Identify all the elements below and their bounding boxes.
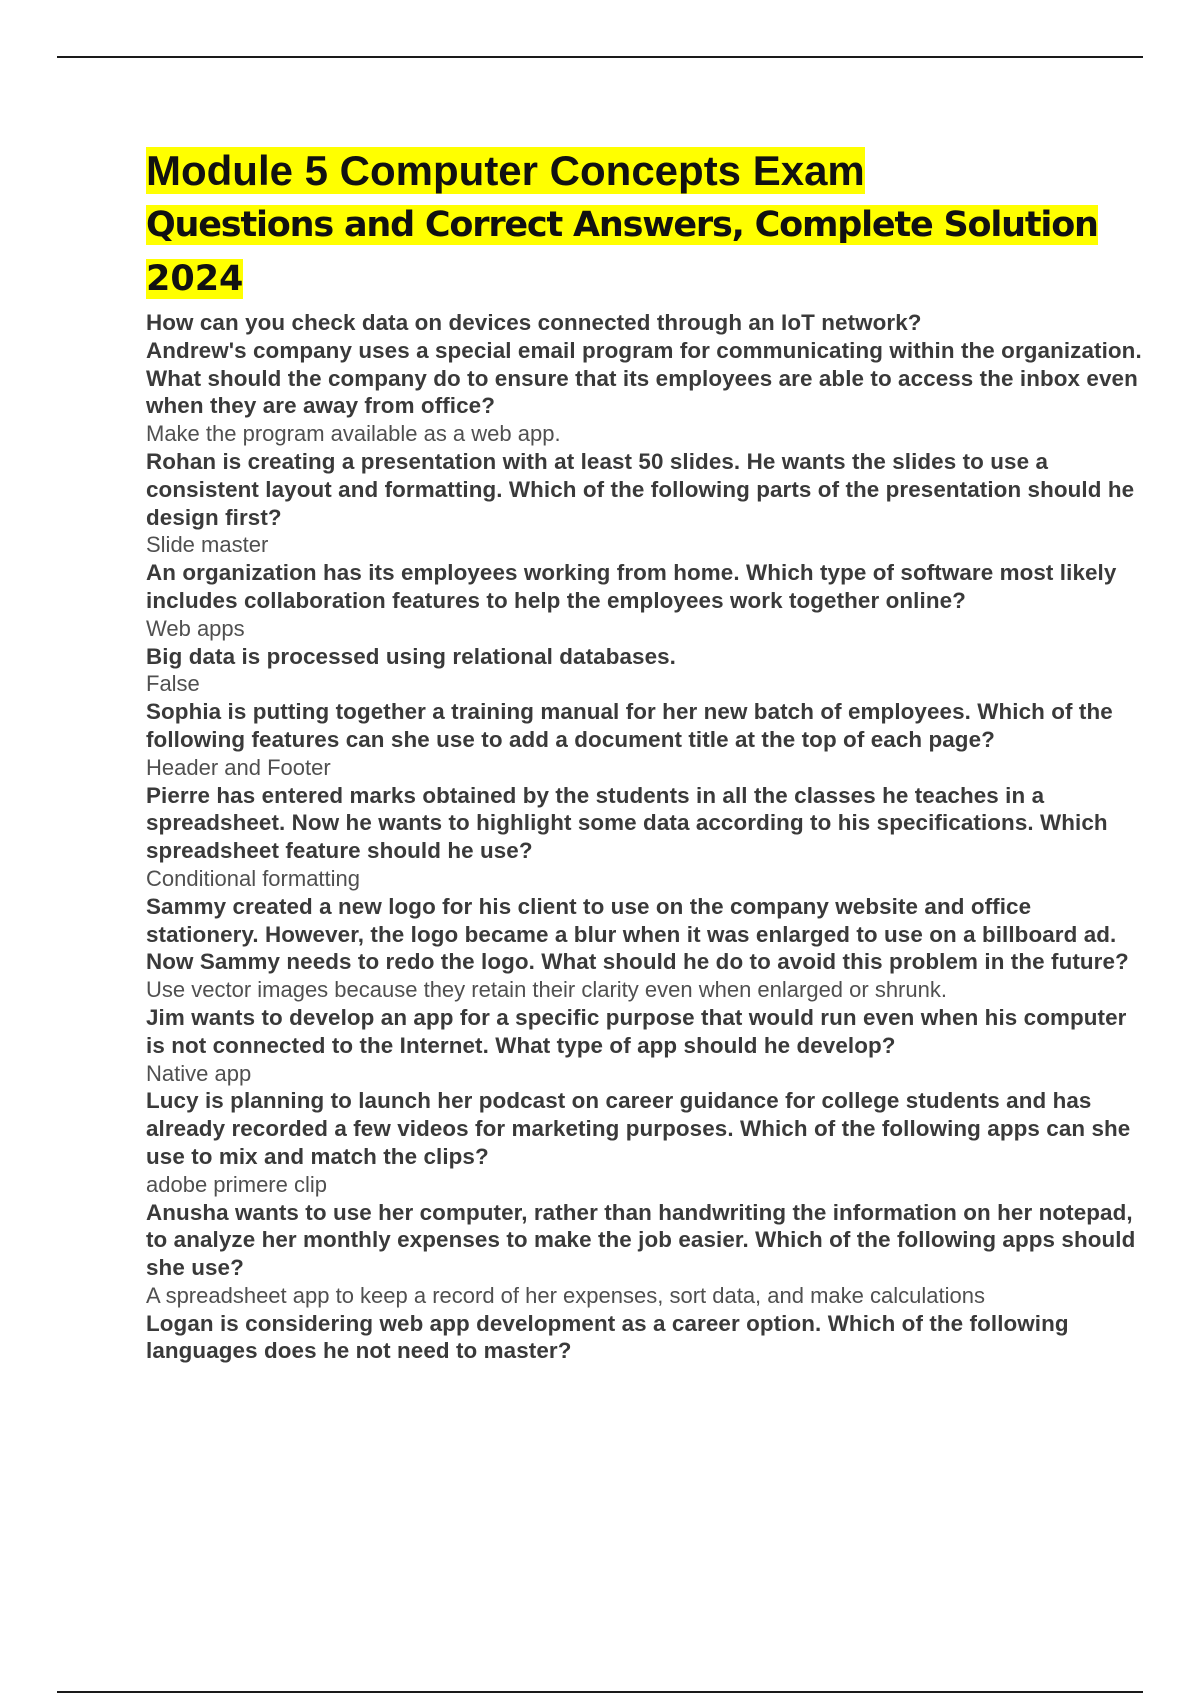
title-line-2: Questions and Correct Answers, Complete Solution xyxy=(146,205,1098,245)
question-2: Andrew's company uses a special email program for communicating within the organization. What should the company do to ensure that its employees are able to access the inbox even when they are away from office? xyxy=(146,337,1142,419)
answer-9: Native app xyxy=(146,1060,252,1086)
answer-6: Header and Footer xyxy=(146,754,331,780)
question-9: Jim wants to develop an app for a specific purpose that would run even when his computer is not connected to the Internet. What type of app should he develop? xyxy=(146,1004,1127,1058)
question-7: Pierre has entered marks obtained by the students in all the classes he teaches in a spreadsheet. Now he wants to highlight some data according to his specifications. Which spreadsheet feature should he use? xyxy=(146,782,1108,864)
document-title xyxy=(146,144,1146,306)
answer-10: adobe primere clip xyxy=(146,1171,327,1197)
question-10: Lucy is planning to launch her podcast on career guidance for college students and has already recorded a few videos for marketing purposes. Which of the following apps can she use to mix and match the clips? xyxy=(146,1088,1131,1169)
answer-7: Conditional formatting xyxy=(146,865,361,891)
question-12: Logan is considering web app development as a career option. Which of the following languages does he not need to master? xyxy=(146,1310,1069,1364)
title-line-1: Module 5 Computer Concepts Exam xyxy=(146,147,865,194)
document-body xyxy=(146,144,1146,1365)
question-4: An organization has its employees working from home. Which type of software most likely includes collaboration features to help the employees work together online? xyxy=(146,560,1117,613)
question-11: Anusha wants to use her computer, rather than handwriting the information on her notepad, to analyze her monthly expenses to make the job easier. Which of the following apps should she use? xyxy=(146,1199,1136,1281)
answer-2: Make the program available as a web app. xyxy=(146,421,561,447)
question-3: Rohan is creating a presentation with at least 50 slides. He wants the slides to use a consistent layout and formatting. Which of the following parts of the presentation should he design first? xyxy=(146,448,1135,530)
question-5: Big data is processed using relational databases. xyxy=(146,643,677,669)
question-answer-list xyxy=(146,309,1146,1365)
bottom-rule xyxy=(57,1691,1143,1693)
question-8: Sammy created a new logo for his client to use on the company website and office stationery. However, the logo became a blur when it was enlarged to use on a billboard ad. Now Sammy needs to redo the logo. What should he do to avoid this problem in the future? xyxy=(146,893,1129,975)
title-line-3: 2024 xyxy=(146,259,244,299)
question-6: Sophia is putting together a training manual for her new batch of employees. Which of the following features can she use to add a document title at the top of each page? xyxy=(146,699,1113,752)
question-1: How can you check data on devices connected through an IoT network? xyxy=(146,310,922,335)
answer-3: Slide master xyxy=(146,532,269,558)
top-rule xyxy=(57,56,1143,58)
answer-8: Use vector images because they retain their clarity even when enlarged or shrunk. xyxy=(146,977,947,1003)
answer-11: A spreadsheet app to keep a record of her expenses, sort data, and make calculations xyxy=(146,1282,985,1308)
answer-4: Web apps xyxy=(146,615,245,641)
answer-5: False xyxy=(146,671,200,697)
